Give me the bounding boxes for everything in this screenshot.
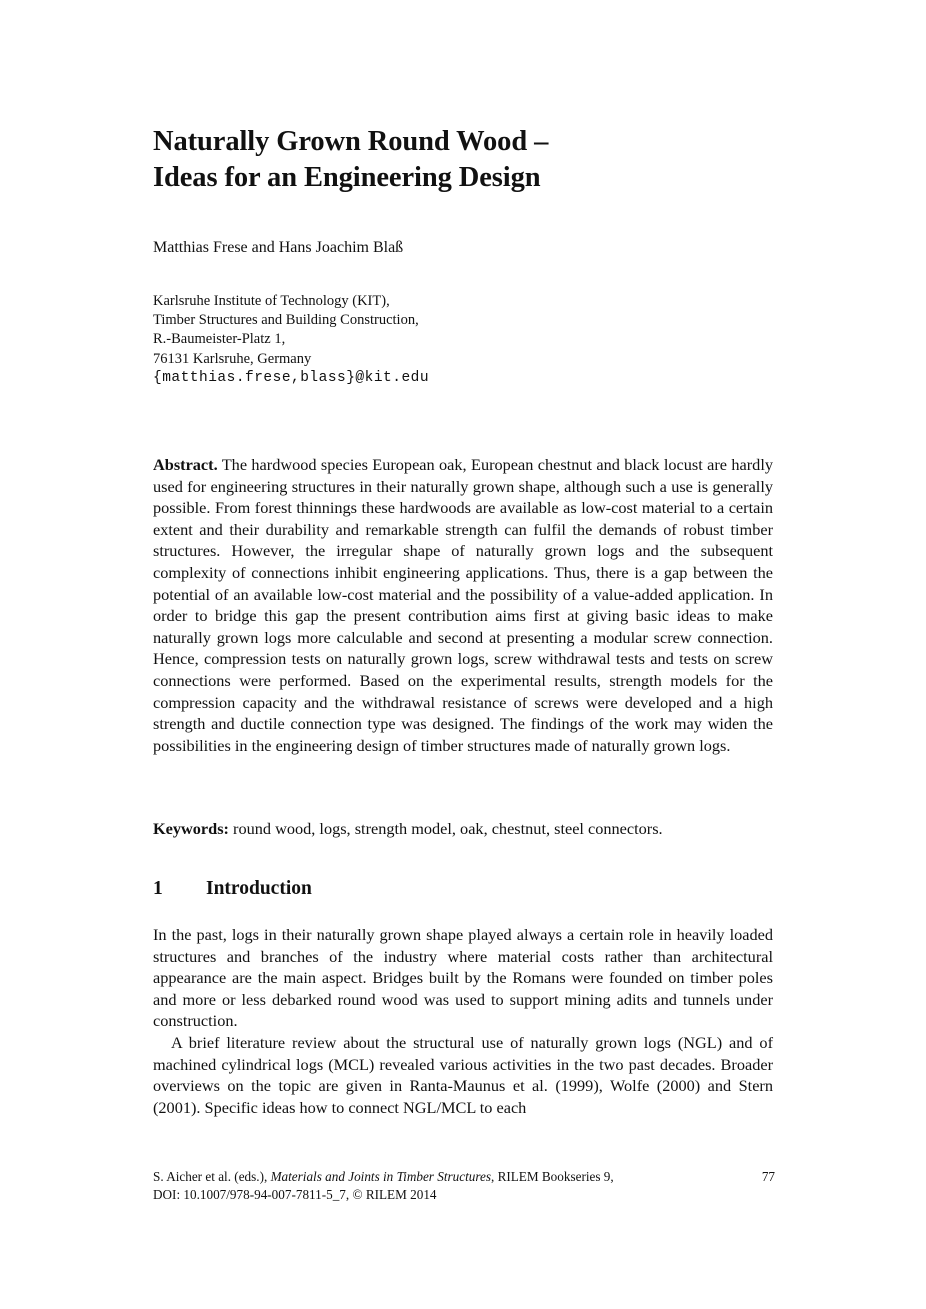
authors: Matthias Frese and Hans Joachim Blaß [153, 239, 404, 256]
affiliation-department: Timber Structures and Building Construction, [153, 312, 419, 329]
section-number: 1 [153, 878, 163, 899]
page-number: 77 [761, 1169, 775, 1184]
section-title: Introduction [206, 878, 312, 899]
keywords [153, 818, 773, 840]
citation-prefix: S. Aicher et al. (eds.), [153, 1169, 271, 1184]
title-line-1: Naturally Grown Round Wood – [153, 126, 549, 157]
book-title: Materials and Joints in Timber Structures [270, 1169, 491, 1184]
abstract-label: Abstract. [153, 455, 218, 474]
page-footer [153, 1168, 775, 1204]
affiliation-city: 76131 Karlsruhe, Germany [153, 350, 312, 367]
author-email: {matthias.frese,blass}@kit.edu [153, 369, 430, 386]
affiliation-street: R.-Baumeister-Platz 1, [153, 331, 286, 348]
keywords-label: Keywords: [153, 819, 229, 838]
keywords-text: round wood, logs, strength model, oak, chestnut, steel connectors. [233, 819, 663, 838]
paper-title [153, 124, 773, 196]
title-line-2: Ideas for an Engineering Design [153, 162, 541, 193]
doi-line: DOI: 10.1007/978-94-007-7811-5_7, © RILEM 2014 [153, 1187, 437, 1202]
citation-line [153, 1168, 775, 1186]
intro-paragraph-1: In the past, logs in their naturally grown shape played always a certain role in heavily loaded structures and branches of the industry where material costs rather than architectural appearance are the main aspect. Bridges built by the Romans were founded on timber poles and more or less debarked round wood was used to support mining adits and tunnels under construction. [153, 925, 773, 1031]
abstract-text: The hardwood species European oak, European chestnut and black locust are hardly used for engineering structures in their naturally grown shape, although such a use is generally possible. From forest thinnings these hardwoods are available as low-cost material to a certain extent and their durability and remarkable strength can fulfil the demands of robust timber structures. However, the irregular shape of naturally grown logs and the subsequent complexity of connections inhibit engineering applications. Thus, there is a gap between the potential of an available low-cost material and the possibility of a value-added application. In order to bridge this gap the present contribution aims first at giving basic ideas to make naturally grown logs more calculable and second at presenting a modular screw connection. Hence, compression tests on naturally grown logs, screw withdrawal tests and tests on screw connections were performed. Based on the experimental results, strength models for the compression capacity and the withdrawal resistance of screws were developed and a high strength and ductile connection type was designed. The findings of the work may widen the possibilities in the engineering design of timber structures made of naturally grown logs. [153, 455, 773, 755]
abstract [153, 454, 773, 756]
section-heading-introduction [153, 877, 312, 901]
intro-paragraph-2: A brief literature review about the structural use of naturally grown logs (NGL) and of machined cylindrical logs (MCL) revealed various activities in the two past decades. Broader overviews on the topic are given in Ranta-Maunus et al. (1999), Wolfe (2000) and Stern (2001). Specific ideas how to connect NGL/MCL to each [153, 1032, 773, 1117]
citation-suffix: , RILEM Bookseries 9, [490, 1169, 614, 1184]
affiliation-institution: Karlsruhe Institute of Technology (KIT), [153, 293, 390, 309]
introduction-body [153, 924, 773, 1118]
affiliation [153, 292, 429, 388]
